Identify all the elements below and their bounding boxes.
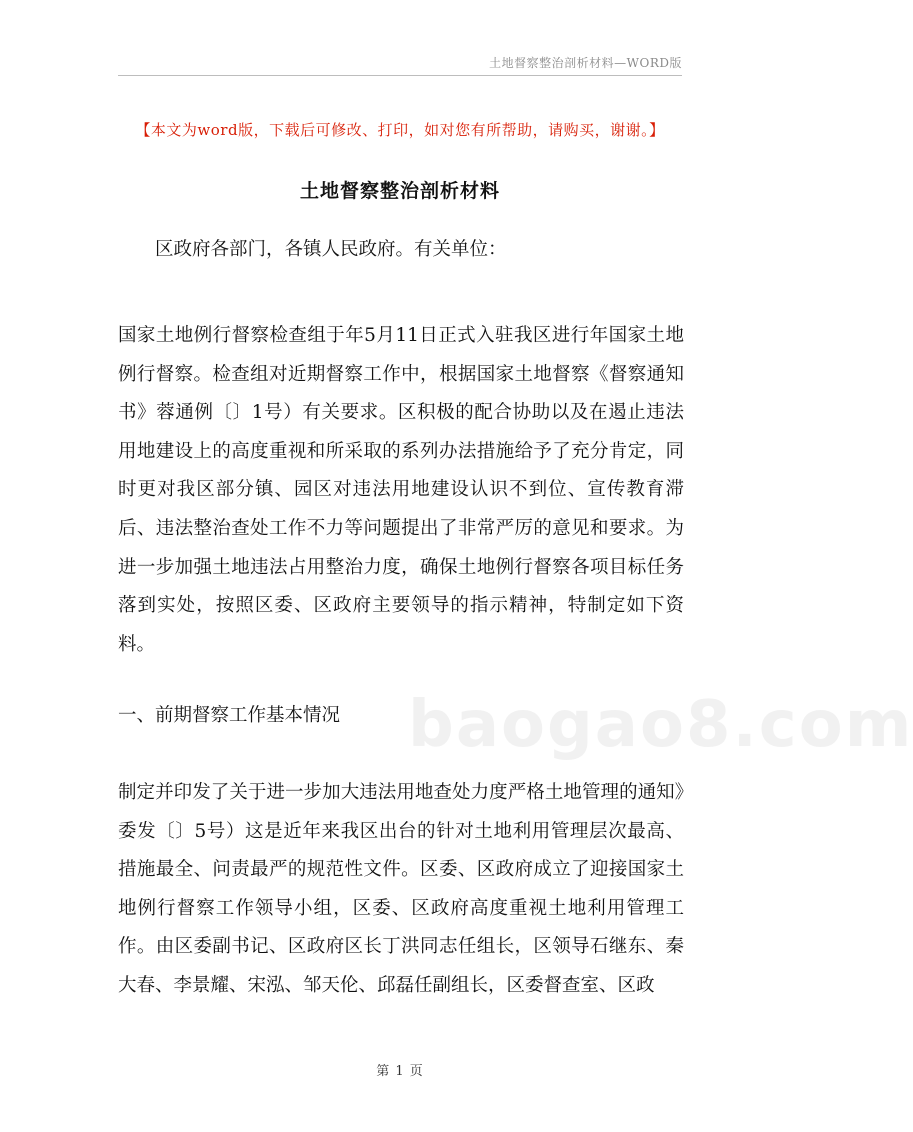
section-heading-1: 一、前期督察工作基本情况	[118, 705, 341, 726]
running-header: 土地督察整治剖析材料—WORD版	[489, 56, 682, 70]
site-watermark: baogao8.com	[408, 688, 913, 762]
document-title: 土地督察整治剖析材料	[299, 180, 500, 202]
header-divider	[118, 75, 682, 76]
page-number: 第 1 页	[376, 1064, 424, 1079]
greeting-line: 区政府各部门，各镇人民政府。有关单位：	[155, 239, 507, 260]
purchase-notice: 【本文为word版，下载后可修改、打印，如对您有所帮助，请购买，谢谢。】	[135, 121, 665, 139]
body-paragraph-2: 制定并印发了关于进一步加大违法用地查处力度严格土地管理的通知》委发〔〕5号）这是近年来我区出台的针对土地利用管理层次最高、措施最全、问责最严的规范性文件。区委、区政府成立了迎接国家土地例行督察工作领导小组，区委、区政府高度重视土地利用管理工作。由区委副书记、区政府区长丁洪同志任组长，区领导石继东、秦大春、李景耀、宋泓、邹天伦、邱磊任副组长，区委督查室、区政	[118, 782, 684, 996]
body-paragraph-1: 国家土地例行督察检查组于年5月11日正式入驻我区进行年国家土地例行督察。检查组对近期督察工作中，根据国家土地督察《督察通知书》蓉通例〔〕1号）有关要求。区积极的配合协助以及在遏止违法用地建设上的高度重视和所采取的系列办法措施给予了充分肯定，同时更对我区部分镇、园区对违法用地建设认识不到位、宣传教育滞后、违法整治查处工作不力等问题提出了非常严厉的意见和要求。为进一步加强土地违法占用整治力度，确保土地例行督察各项目标任务落到实处，按照区委、区政府主要领导的指示精神，特制定如下资料。	[118, 325, 684, 655]
